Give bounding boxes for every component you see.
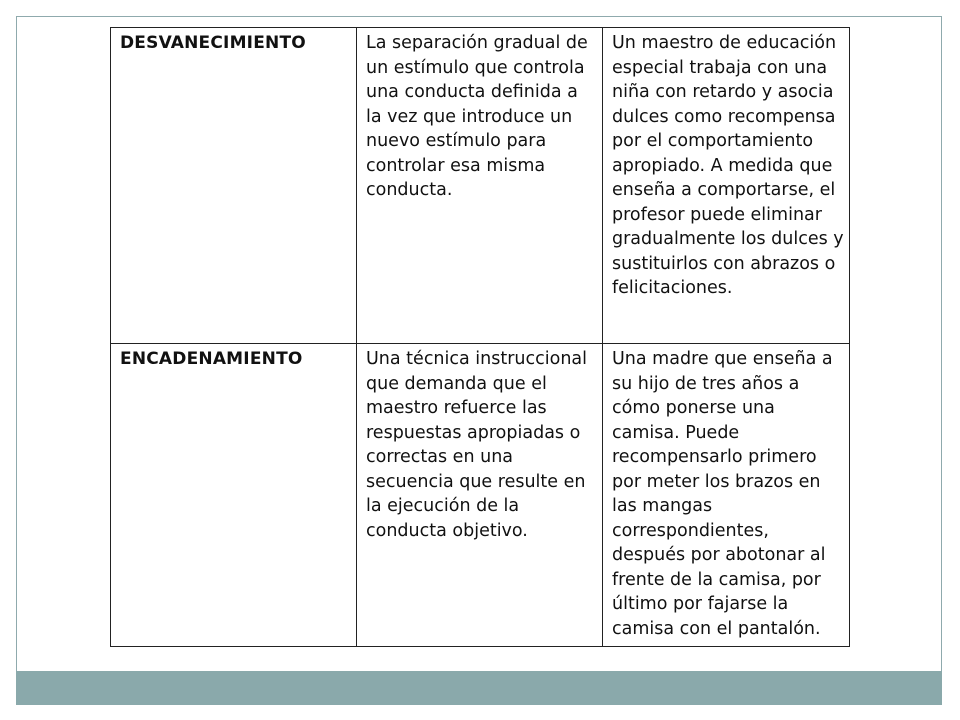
definition-cell: Una técnica instruccional que demanda que el maestro refuerce las respuestas apropiadas o correctas en una secuencia que resulte en la ejecución de la conducta objetivo. [357,344,603,647]
term-cell: DESVANECIMIENTO [111,28,357,344]
example-cell: Una madre que enseña a su hijo de tres años a cómo ponerse una camisa. Puede recompensarlo primero por meter los brazos en las mangas correspondientes, después por abotonar al frente de la camisa, por último por fajarse la camisa con el pantalón. [603,344,850,647]
table-row [111,344,850,647]
definition-cell: La separación gradual de un estímulo que controla una conducta definida a la vez que introduce un nuevo estímulo para controlar esa misma conducta. [357,28,603,344]
table-row [111,28,850,344]
term-cell: ENCADENAMIENTO [111,344,357,647]
bottom-band [16,671,942,705]
example-cell: Un maestro de educación especial trabaja con una niña con retardo y asocia dulces como recompensa por el comportamiento apropiado. A medida que enseña a comportarse, el profesor puede eliminar gradualmente los dulces y sustituirlos con abrazos o felicitaciones. [603,28,850,344]
concept-table [110,27,850,647]
